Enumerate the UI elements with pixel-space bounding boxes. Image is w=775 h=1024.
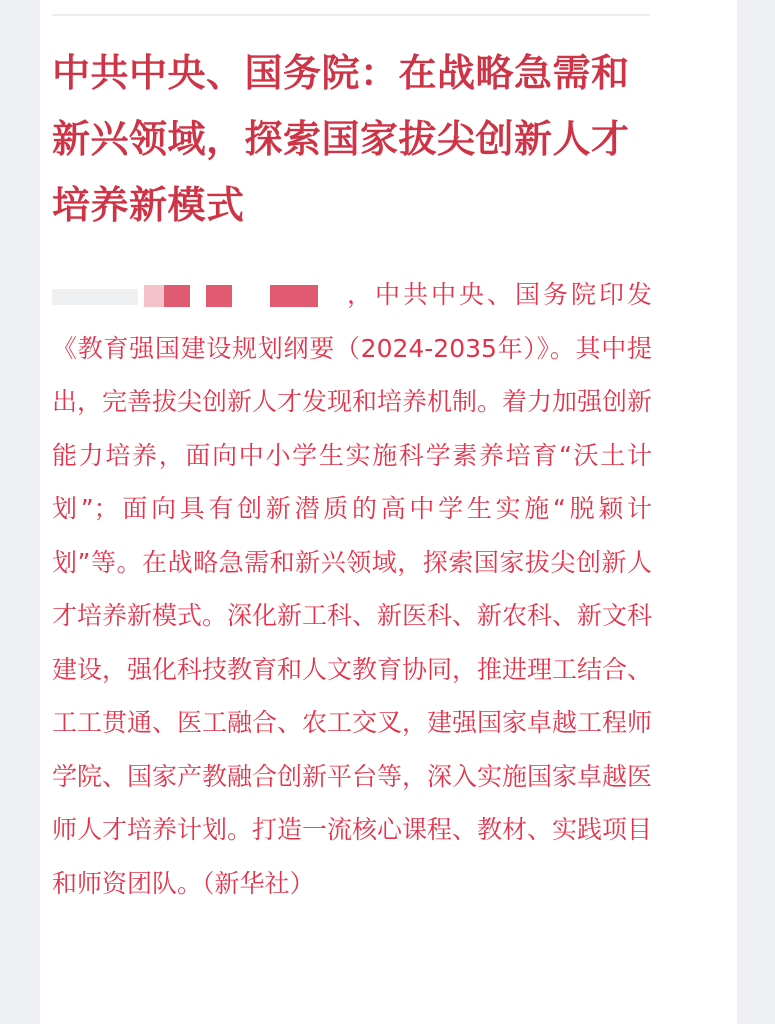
- article-body-text: ，中共中央、国务院印发《教育强国建设规划纲要（2024-2035年）》。其中提出，完善拔尖创新人才发现和培养机制。着力加强创新能力培养，面向中小学生实施科学素养培育“沃土计划”；面向具有创新潜质的高中学生实施“脱颖计划”等。在战略急需和新兴领域，探索国家拔尖创新人才培养新模式。深化新工科、新医科、新农科、新文科建设，强化科技教育和人文教育协同，推进理工结合、工工贯通、医工融合、农工交叉，建强国家卓越工程师学院、国家产教融合创新平台等，深入实施国家卓越医师人才培养计划。打造一流核心课程、教材、实践项目和师资团队。（新华社）: [52, 280, 653, 898]
- article-body: [52, 268, 652, 910]
- article-headline: 中共中央、国务院：在战略急需和新兴领域，探索国家拔尖创新人才培养新模式: [52, 50, 630, 227]
- redacted-text: [52, 279, 344, 309]
- top-divider: [52, 14, 650, 16]
